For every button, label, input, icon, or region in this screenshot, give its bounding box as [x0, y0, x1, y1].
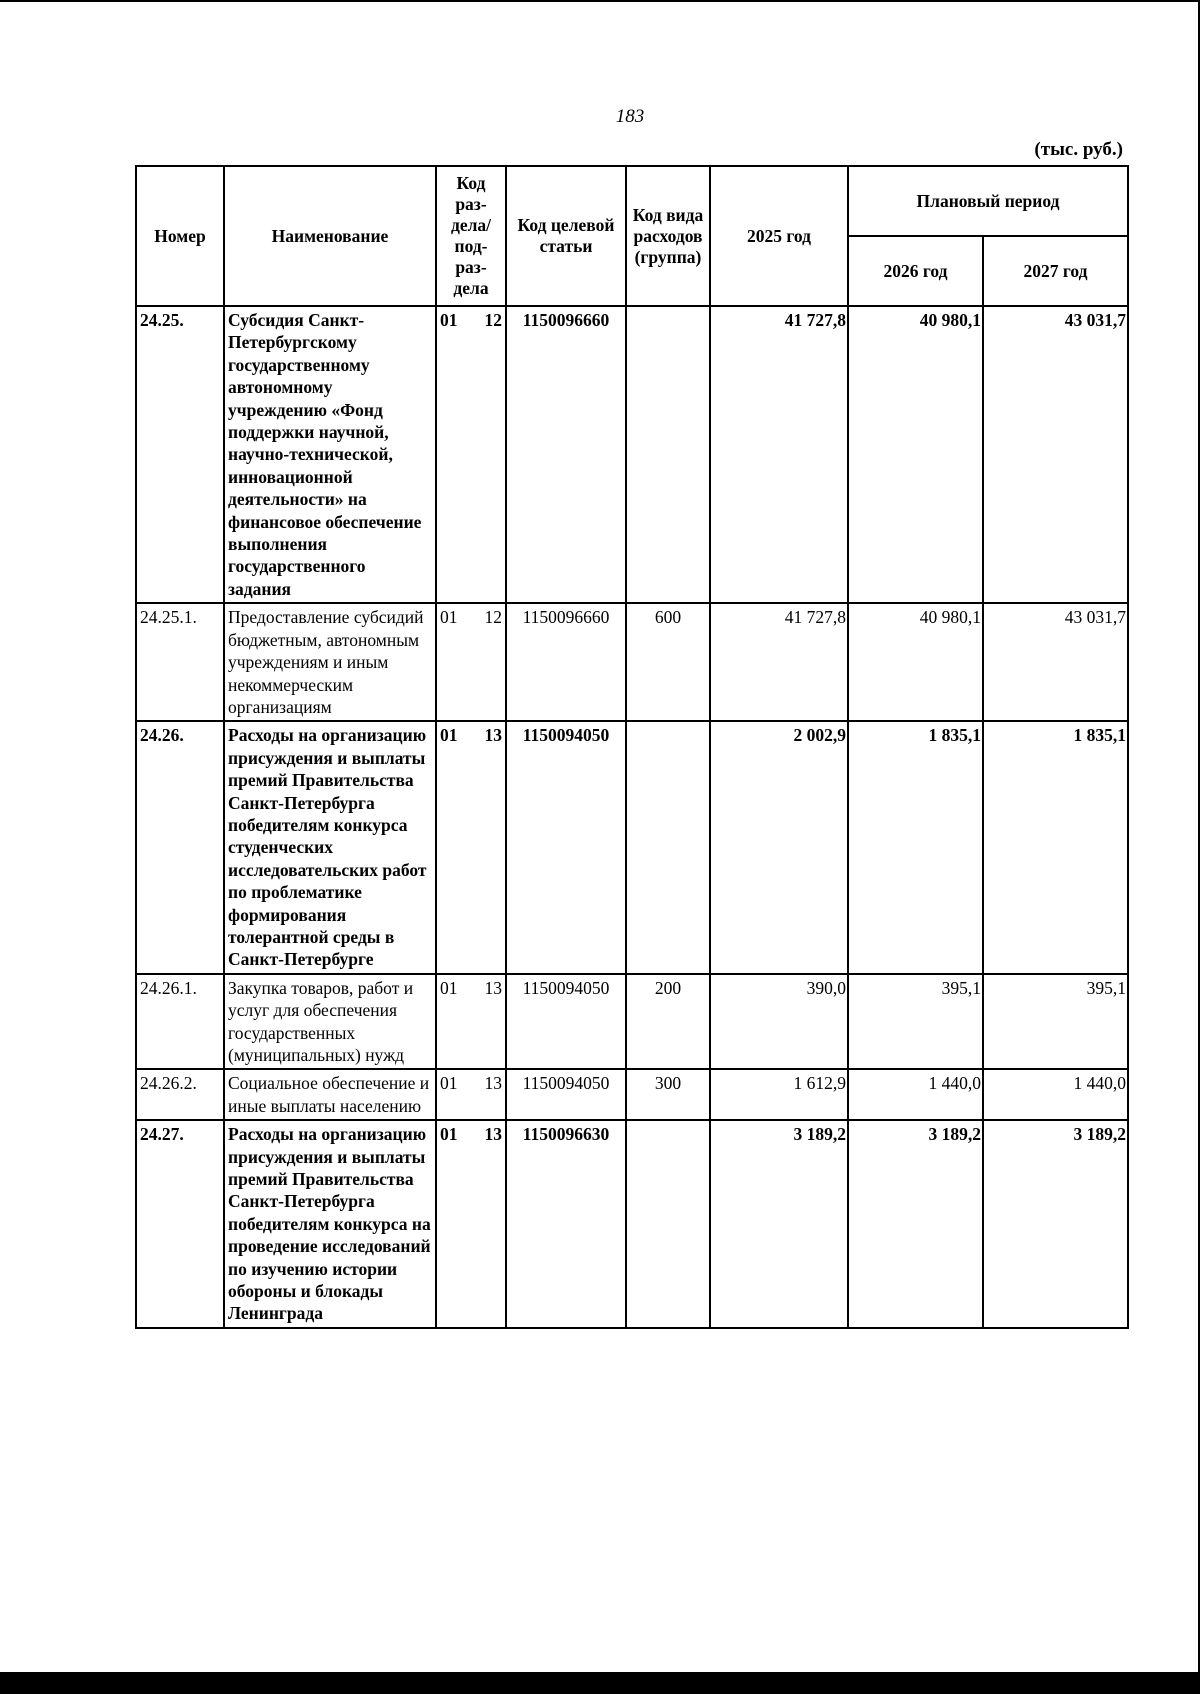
row-expense-kind [626, 1120, 710, 1328]
row-expense-kind [626, 721, 710, 973]
row-section: 01 [440, 1073, 458, 1094]
row-target-code: 1150096630 [506, 1120, 626, 1328]
row-expense-kind: 600 [626, 603, 710, 721]
row-section: 01 [440, 977, 458, 998]
header-planning-period: Плановый период [848, 166, 1128, 236]
row-section-code [436, 603, 506, 721]
row-amount-2027: 43 031,7 [983, 306, 1128, 603]
scan-edge-bottom [0, 1672, 1200, 1694]
row-section: 01 [440, 1124, 458, 1145]
row-number: 24.26. [136, 721, 224, 973]
row-amount-2026: 1 440,0 [848, 1069, 983, 1120]
row-amount-2026: 395,1 [848, 974, 983, 1070]
row-amount-2026: 40 980,1 [848, 306, 983, 603]
row-amount-2025: 2 002,9 [710, 721, 848, 973]
row-target-code: 1150094050 [506, 1069, 626, 1120]
table-row [136, 603, 1128, 721]
header-expense-kind: Код вида расходов (группа) [626, 166, 710, 306]
row-amount-2027: 43 031,7 [983, 603, 1128, 721]
row-amount-2025: 390,0 [710, 974, 848, 1070]
row-subsection: 13 [484, 1073, 502, 1094]
row-name: Предоставление субсидий бюджетным, автономным учреждениям и иным некоммерческим организациям [224, 603, 436, 721]
row-section: 01 [440, 607, 458, 628]
row-number: 24.26.1. [136, 974, 224, 1070]
scan-edge-top [0, 0, 1200, 2]
row-section-code [436, 1069, 506, 1120]
row-subsection: 13 [484, 1124, 502, 1145]
row-subsection: 12 [484, 607, 502, 628]
row-amount-2027: 395,1 [983, 974, 1128, 1070]
row-section-code [436, 306, 506, 603]
row-amount-2027: 3 189,2 [983, 1120, 1128, 1328]
row-target-code: 1150094050 [506, 974, 626, 1070]
row-expense-kind: 200 [626, 974, 710, 1070]
table-row [136, 974, 1128, 1070]
table-row [136, 1069, 1128, 1120]
row-name: Закупка товаров, работ и услуг для обеспечения государственных (муниципальных) нужд [224, 974, 436, 1070]
row-target-code: 1150096660 [506, 306, 626, 603]
row-expense-kind: 300 [626, 1069, 710, 1120]
header-2026: 2026 год [848, 236, 983, 306]
header-name: Наименование [224, 166, 436, 306]
header-number: Номер [136, 166, 224, 306]
row-amount-2026: 40 980,1 [848, 603, 983, 721]
row-amount-2027: 1 835,1 [983, 721, 1128, 973]
row-name: Расходы на организацию присуждения и выплаты премий Правительства Санкт-Петербурга победителям конкурса на проведение исследований по изучению истории обороны и блокады Ленинграда [224, 1120, 436, 1328]
header-section-text: Код раз-дела/ под-раз-дела [450, 173, 492, 298]
table-row [136, 721, 1128, 973]
row-name: Расходы на организацию присуждения и выплаты премий Правительства Санкт-Петербурга победителям конкурса студенческих исследовательских работ по проблематике формирования толерантной среды в Санкт-Петербурге [224, 721, 436, 973]
header-2025: 2025 год [710, 166, 848, 306]
row-amount-2025: 41 727,8 [710, 306, 848, 603]
row-number: 24.27. [136, 1120, 224, 1328]
header-target: Код целевой статьи [506, 166, 626, 306]
page-number: 183 [615, 106, 645, 127]
row-number: 24.26.2. [136, 1069, 224, 1120]
table-header [136, 166, 1128, 306]
row-name: Субсидия Санкт-Петербургскому государственному автономному учреждению «Фонд поддержки научной, научно-технической, инновационной деятельности» на финансовое обеспечение выполнения государственного задания [224, 306, 436, 603]
row-amount-2025: 3 189,2 [710, 1120, 848, 1328]
row-name: Социальное обеспечение и иные выплаты населению [224, 1069, 436, 1120]
row-target-code: 1150096660 [506, 603, 626, 721]
header-2027: 2027 год [983, 236, 1128, 306]
row-amount-2026: 3 189,2 [848, 1120, 983, 1328]
row-subsection: 12 [484, 310, 502, 330]
row-amount-2026: 1 835,1 [848, 721, 983, 973]
row-subsection: 13 [484, 725, 502, 746]
budget-table [135, 165, 1129, 1329]
table-row [136, 1120, 1128, 1328]
header-section [436, 166, 506, 306]
row-section-code [436, 974, 506, 1070]
row-section: 01 [440, 310, 458, 330]
table-row [136, 306, 1128, 603]
row-section-code [436, 721, 506, 973]
row-expense-kind [626, 306, 710, 603]
row-subsection: 13 [484, 977, 502, 998]
row-section-code [436, 1120, 506, 1328]
table-body [136, 306, 1128, 1328]
row-number: 24.25.1. [136, 603, 224, 721]
row-target-code: 1150094050 [506, 721, 626, 973]
row-section: 01 [440, 725, 458, 746]
row-amount-2027: 1 440,0 [983, 1069, 1128, 1120]
row-amount-2025: 1 612,9 [710, 1069, 848, 1120]
row-number: 24.25. [136, 306, 224, 603]
row-amount-2025: 41 727,8 [710, 603, 848, 721]
units-label: (тыс. руб.) [1034, 139, 1123, 160]
